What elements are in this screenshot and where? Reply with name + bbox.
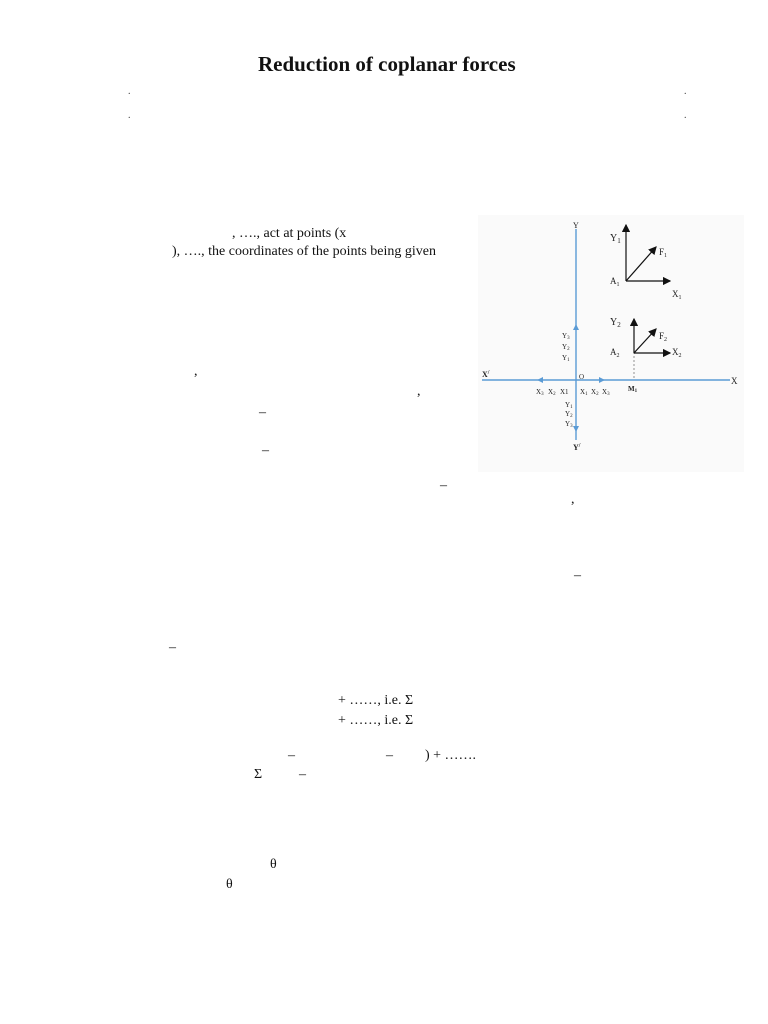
force-f2-group: [610, 317, 682, 359]
margin-dot: .: [128, 86, 131, 97]
text-dash: –: [574, 568, 581, 583]
margin-dot: .: [128, 110, 131, 121]
label-x1-right: X1: [580, 388, 588, 397]
y-axis-label: Y: [573, 221, 579, 230]
label-x2-left: X2: [548, 388, 556, 397]
text-comma: ,: [194, 364, 198, 379]
text-dash: –: [288, 748, 295, 763]
text-dash: –: [299, 767, 306, 782]
force-x2-label: $X_2$: [672, 347, 682, 359]
force-f2-y-label: $Y_2$: [610, 317, 621, 329]
text-coordinates-given: ), …., the coordinates of the points being given: [172, 244, 436, 259]
text-forces-act-at-points: , …., act at points (x: [232, 226, 347, 241]
text-paren-continuation: ) + …….: [425, 748, 477, 763]
label-y1-down: Y1: [565, 401, 573, 410]
label-x2-right: X2: [591, 388, 599, 397]
force-a1-label: $A_1$: [610, 276, 620, 288]
text-dash: –: [262, 443, 269, 458]
text-theta: θ: [226, 877, 233, 892]
label-y1-up: Y1: [562, 354, 570, 363]
label-x3-left: X3: [536, 388, 544, 397]
label-y2-up: Y2: [562, 343, 570, 352]
force-f1-label: $F_1$: [659, 247, 668, 259]
force-f1-group: [610, 225, 682, 301]
up-y-labels: [562, 332, 570, 363]
force-f2-arrow: [634, 329, 656, 353]
text-sigma: Σ: [254, 767, 263, 782]
label-x1-left: X1: [560, 388, 569, 396]
left-x-labels: [536, 388, 569, 397]
right-x-labels: [580, 388, 610, 397]
text-comma: ,: [571, 492, 575, 507]
text-dash: –: [259, 405, 266, 420]
force-diagram-svg: [478, 215, 744, 472]
text-sum-y: + ……, i.e. Σ: [338, 713, 414, 728]
x-axis-label: X: [731, 376, 738, 386]
margin-dot: .: [684, 110, 687, 121]
down-y-labels: [565, 401, 573, 429]
force-a2-label: $A_2$: [610, 347, 620, 359]
force-diagram: [478, 215, 744, 472]
label-y3-up: Y3: [562, 332, 570, 341]
text-dash: –: [169, 640, 176, 655]
text-comma: ,: [417, 384, 421, 399]
x-axis-neg-label: X/: [482, 370, 490, 379]
origin-label: O: [579, 373, 585, 381]
text-dash: –: [386, 748, 393, 763]
label-y3-down: Y3: [565, 420, 573, 429]
text-theta: θ: [270, 857, 277, 872]
page-title: Reduction of coplanar forces: [258, 52, 516, 76]
text-dash: –: [440, 478, 447, 493]
y-axis-neg-label: Y/: [573, 443, 581, 452]
margin-dot: .: [684, 86, 687, 97]
text-sum-x: + ……, i.e. Σ: [338, 693, 414, 708]
force-f1-y-label: $Y_1$: [610, 233, 621, 245]
label-x3-right: X3: [602, 388, 610, 397]
force-f1-arrow: [626, 247, 656, 281]
force-x1-label: $X_1$: [672, 289, 682, 301]
label-y2-down: Y2: [565, 410, 573, 419]
force-f2-label: $F_2$: [659, 331, 668, 343]
m1-label: M1: [628, 385, 638, 394]
